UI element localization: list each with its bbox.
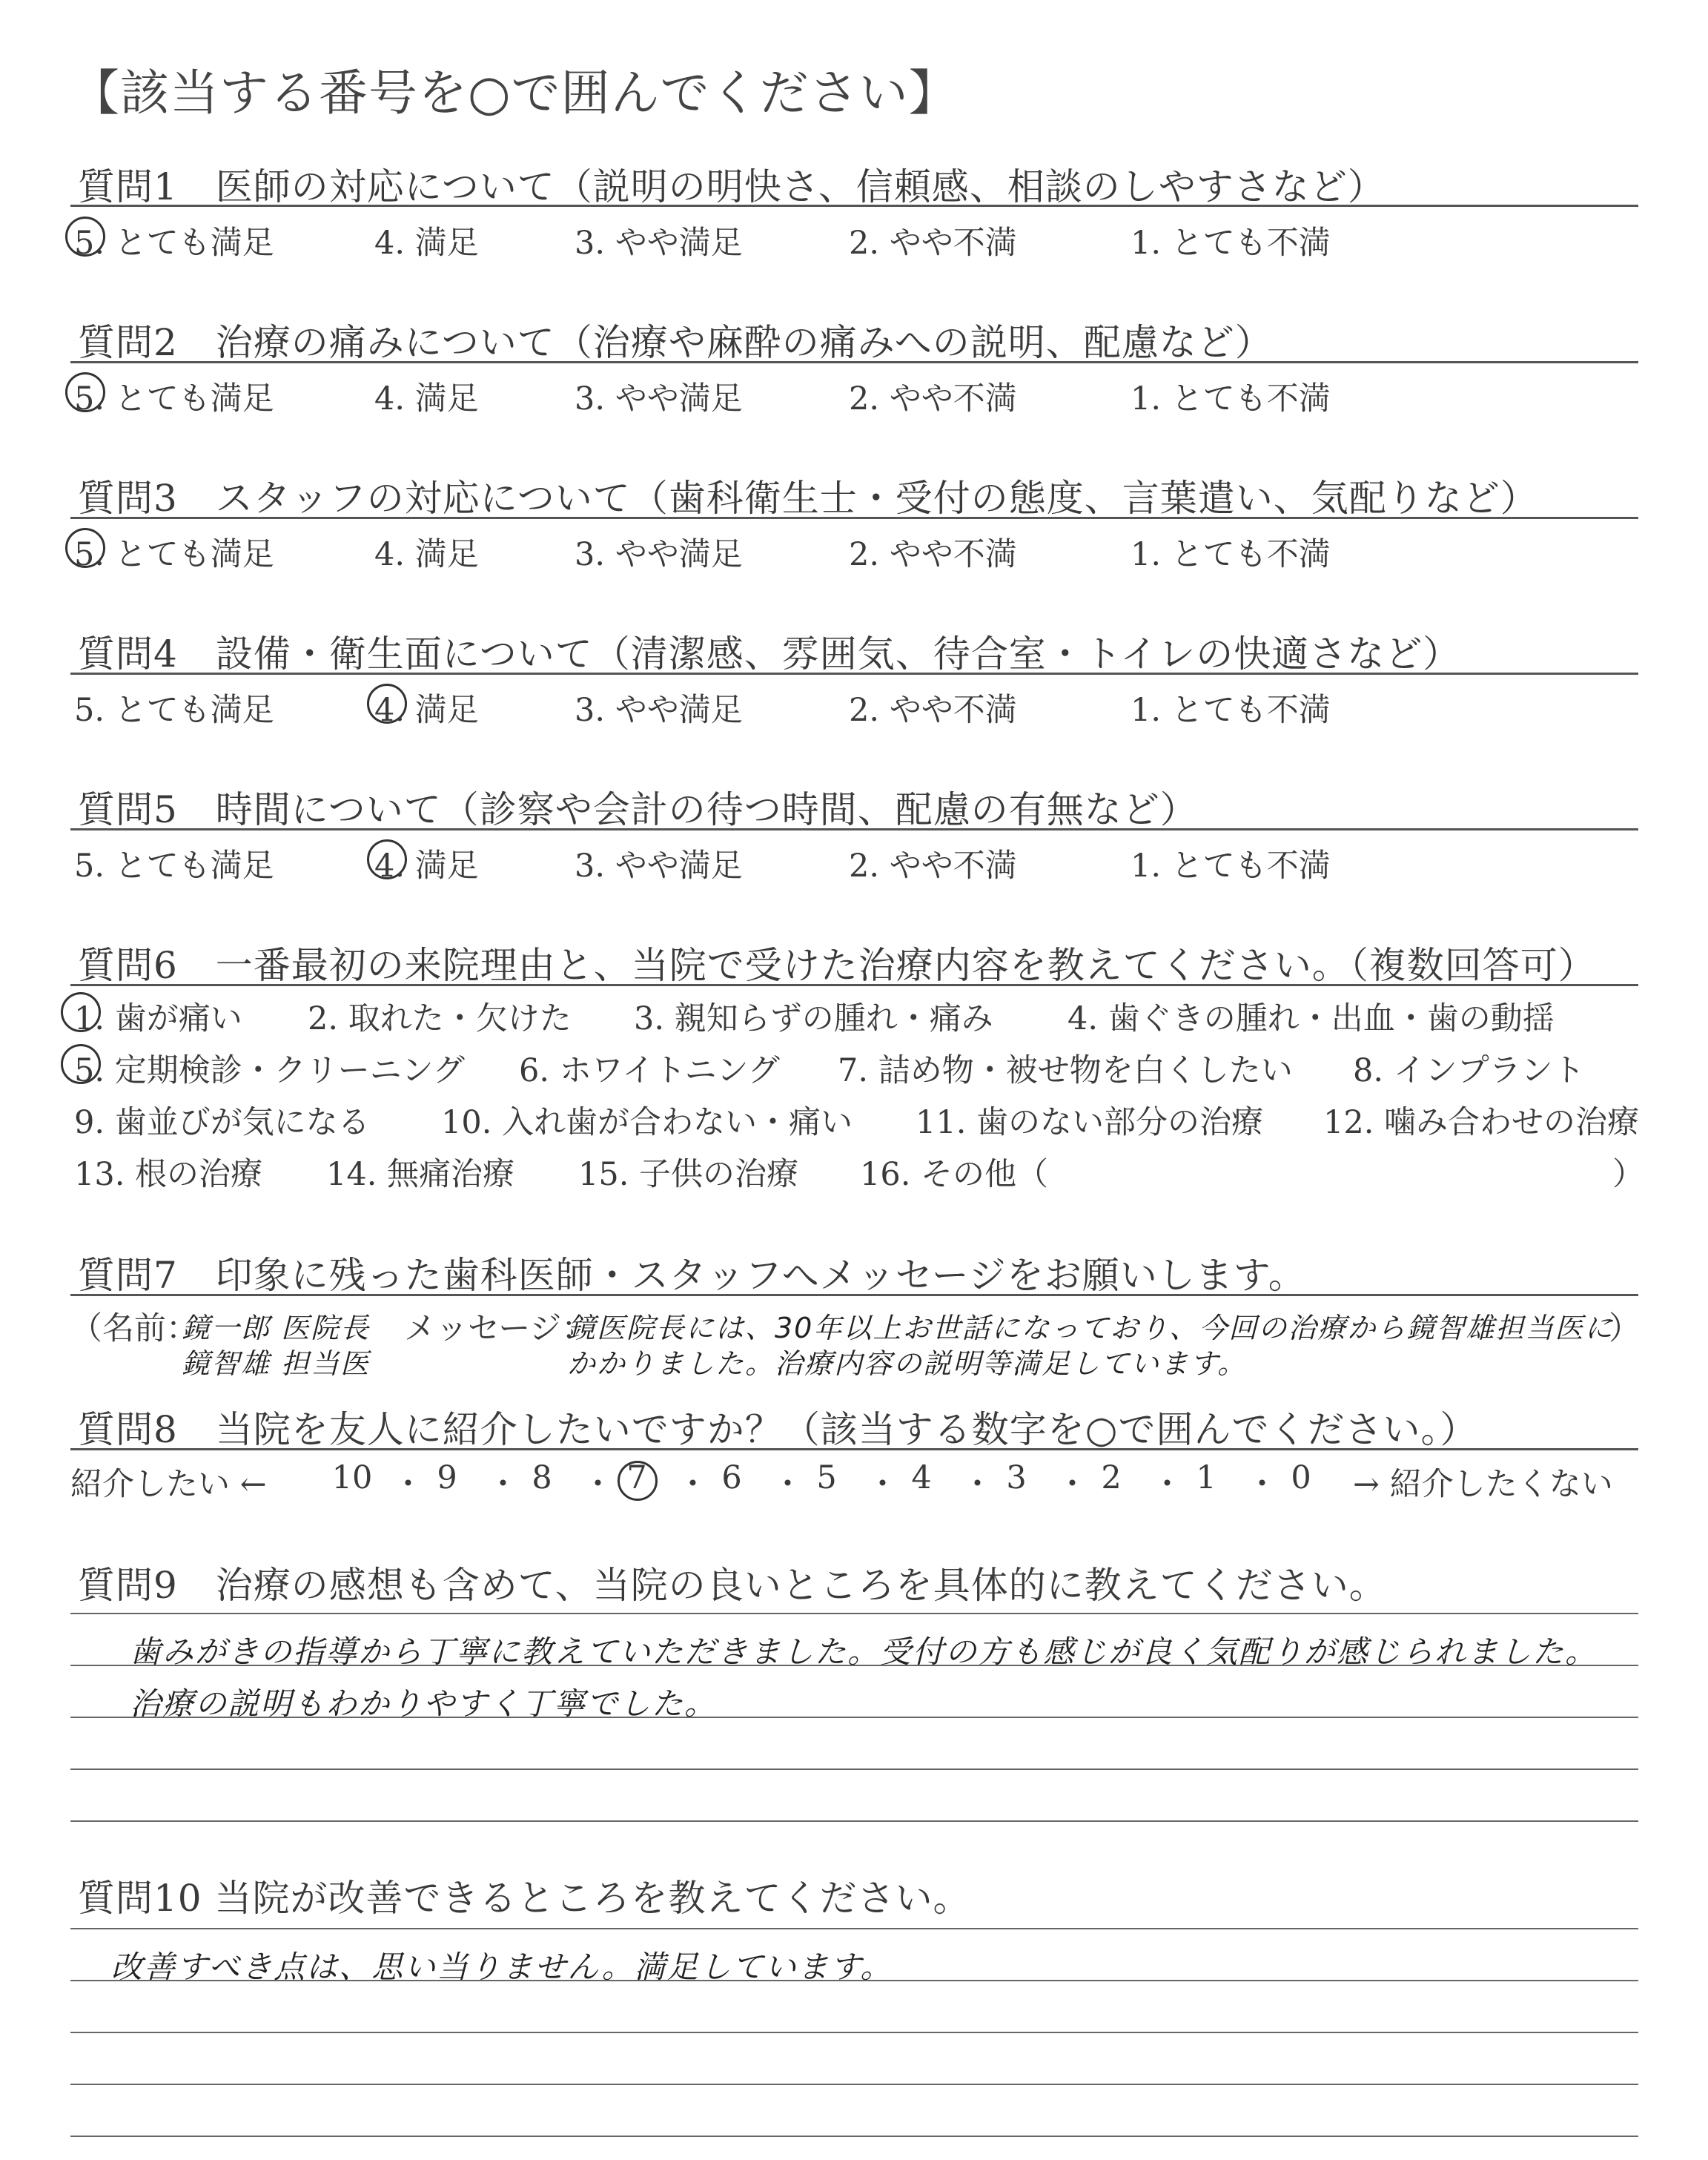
q7-rule — [70, 1294, 1638, 1296]
q8-number-1[interactable]: 1 — [1196, 1459, 1217, 1496]
q6-option-14[interactable]: 14. 無痛治療 — [326, 1156, 515, 1193]
q8-number-3[interactable]: 3 — [1006, 1459, 1027, 1496]
q6-option-7[interactable]: 7. 詰め物・被せ物を白くしたい — [838, 1052, 1293, 1089]
q3-rule — [70, 517, 1638, 519]
q10-answer-line1[interactable]: 改善すべき点は、思い当りません。満足しています。 — [111, 1949, 893, 1985]
q8-separator-dot: ・ — [1246, 1466, 1278, 1503]
q8-separator-dot: ・ — [582, 1466, 614, 1503]
q8-number-0[interactable]: 0 — [1291, 1459, 1311, 1496]
q3-option-1[interactable]: 1. とても不満 — [1131, 536, 1331, 573]
q6-option-2[interactable]: 2. 取れた・欠けた — [308, 1000, 572, 1037]
q7-name-line1[interactable]: 鏡一郎 医院長 — [182, 1312, 371, 1344]
q6-option-5[interactable]: 5. 定期検診・クリーニング — [74, 1052, 465, 1089]
q6-option-12[interactable]: 12. 噛み合わせの治療 — [1323, 1104, 1640, 1141]
q10-line-4 — [70, 2084, 1638, 2085]
q4-title: 質問4 設備・衛生面について（清潔感、雰囲気、待合室・トイレの快適さなど） — [78, 633, 1461, 676]
q7-message-line1[interactable]: 鏡医院長には、30年以上お世話になっており、今回の治療から鏡智雄担当医に — [567, 1312, 1615, 1344]
q6-option-1[interactable]: 1. 歯が痛い — [74, 1000, 242, 1037]
q8-separator-dot: ・ — [677, 1466, 709, 1503]
q3-option-3[interactable]: 3. やや満足 — [575, 536, 743, 573]
q7-message-label: メッセージ： — [404, 1310, 594, 1347]
q8-number-10[interactable]: 10 — [331, 1459, 373, 1496]
q5-option-4[interactable]: 4. 満足 — [374, 848, 479, 885]
q9-title: 質問9 治療の感想も含めて、当院の良いところを具体的に教えてください。 — [78, 1564, 1387, 1607]
q5-option-1[interactable]: 1. とても不満 — [1131, 848, 1331, 885]
q8-number-2[interactable]: 2 — [1101, 1459, 1122, 1496]
q7-message-line2[interactable]: かかりました。治療内容の説明等満足しています。 — [567, 1347, 1247, 1380]
q6-option-16[interactable]: 16. その他（ — [860, 1156, 1049, 1193]
q8-selected-circle[interactable] — [618, 1461, 658, 1501]
q1-title: 質問1 医師の対応について（説明の明快さ、信頼感、相談のしやすさなど） — [78, 165, 1386, 208]
q1-option-1[interactable]: 1. とても不満 — [1131, 225, 1331, 262]
q2-option-4[interactable]: 4. 満足 — [374, 380, 479, 417]
q8-number-4[interactable]: 4 — [911, 1459, 932, 1496]
q8-number-7[interactable]: 7 — [626, 1459, 647, 1496]
q8-number-6[interactable]: 6 — [721, 1459, 742, 1496]
q8-separator-dot: ・ — [392, 1466, 424, 1503]
q10-line-5 — [70, 2136, 1638, 2137]
q5-rule — [70, 828, 1638, 830]
q2-option-2[interactable]: 2. やや不満 — [849, 380, 1017, 417]
q1-option-4[interactable]: 4. 満足 — [374, 225, 479, 262]
q6-option-13[interactable]: 13. 根の治療 — [74, 1156, 263, 1193]
q2-option-5[interactable]: 5. とても満足 — [74, 380, 274, 417]
q8-separator-dot: ・ — [1151, 1466, 1183, 1503]
form-header: 【該当する番号を○で囲んでください】 — [70, 65, 959, 122]
q2-option-3[interactable]: 3. やや満足 — [575, 380, 743, 417]
q4-option-1[interactable]: 1. とても不満 — [1131, 692, 1331, 729]
q6-option-6[interactable]: 6. ホワイトニング — [519, 1052, 780, 1089]
q8-title: 質問8 当院を友人に紹介したいですか？（該当する数字を○で囲んでください。） — [78, 1408, 1478, 1451]
q3-title: 質問3 スタッフの対応について（歯科衛生士・受付の態度、言葉遣い、気配りなど） — [78, 477, 1538, 520]
q8-separator-dot: ・ — [487, 1466, 519, 1503]
q8-separator-dot: ・ — [772, 1466, 804, 1503]
q1-option-2[interactable]: 2. やや不満 — [849, 225, 1017, 262]
q8-left-label: 紹介したい ← — [70, 1466, 267, 1503]
q7-title: 質問7 印象に残った歯科医師・スタッフへメッセージをお願いします。 — [78, 1254, 1306, 1297]
q2-rule — [70, 361, 1638, 363]
q10-line-2 — [70, 1980, 1638, 1981]
q6-other-close-paren: ） — [1612, 1156, 1644, 1193]
q8-right-label: → 紹介したくない — [1353, 1466, 1613, 1503]
q9-line-1 — [70, 1613, 1638, 1614]
q8-number-5[interactable]: 5 — [816, 1459, 837, 1496]
q8-rule — [70, 1448, 1638, 1450]
q5-option-5[interactable]: 5. とても満足 — [74, 848, 274, 885]
q5-option-2[interactable]: 2. やや不満 — [849, 848, 1017, 885]
q8-separator-dot: ・ — [961, 1466, 993, 1503]
q2-option-1[interactable]: 1. とても不満 — [1131, 380, 1331, 417]
q10-line-1 — [70, 1928, 1638, 1929]
q5-title: 質問5 時間について（診察や会計の待つ時間、配慮の有無など） — [78, 788, 1198, 831]
q6-option-3[interactable]: 3. 親知らずの腫れ・痛み — [634, 1000, 993, 1037]
q9-line-5 — [70, 1820, 1638, 1822]
q3-option-2[interactable]: 2. やや不満 — [849, 536, 1017, 573]
q6-option-4[interactable]: 4. 歯ぐきの腫れ・出血・歯の動揺 — [1068, 1000, 1555, 1037]
q9-answer-line2[interactable]: 治療の説明もわかりやすく丁寧でした。 — [130, 1685, 718, 1722]
q8-number-8[interactable]: 8 — [532, 1459, 552, 1496]
q1-rule — [70, 205, 1638, 207]
q6-rule — [70, 984, 1638, 986]
q6-option-15[interactable]: 15. 子供の治療 — [578, 1156, 799, 1193]
q6-option-8[interactable]: 8. インプラント — [1353, 1052, 1585, 1089]
q9-line-2 — [70, 1665, 1638, 1666]
q8-separator-dot: ・ — [1056, 1466, 1088, 1503]
q6-title: 質問6 一番最初の来院理由と、当院で受けた治療内容を教えてください。（複数回答可） — [78, 944, 1596, 987]
q8-separator-dot: ・ — [867, 1466, 898, 1503]
q9-answer-line1[interactable]: 歯みがきの指導から丁寧に教えていただきました。受付の方も感じが良く気配りが感じられました。 — [130, 1634, 1598, 1670]
q1-option-5[interactable]: 5. とても満足 — [74, 225, 274, 262]
q8-number-9[interactable]: 9 — [437, 1459, 457, 1496]
q3-option-5[interactable]: 5. とても満足 — [74, 536, 274, 573]
q9-line-4 — [70, 1768, 1638, 1770]
q7-name-line2[interactable]: 鏡智雄 担当医 — [182, 1347, 371, 1380]
q10-line-3 — [70, 2032, 1638, 2033]
q5-option-3[interactable]: 3. やや満足 — [575, 848, 743, 885]
q6-option-9[interactable]: 9. 歯並びが気になる — [74, 1104, 370, 1141]
q4-option-2[interactable]: 2. やや不満 — [849, 692, 1017, 729]
q10-title: 質問10 当院が改善できるところを教えてください。 — [78, 1877, 971, 1920]
q7-close-paren: ） — [1609, 1310, 1641, 1347]
q1-option-3[interactable]: 3. やや満足 — [575, 225, 743, 262]
q7-name-label: （名前： — [70, 1310, 198, 1347]
q6-option-11[interactable]: 11. 歯のない部分の治療 — [916, 1104, 1264, 1141]
q2-title: 質問2 治療の痛みについて（治療や麻酔の痛みへの説明、配慮など） — [78, 321, 1273, 364]
q4-option-4[interactable]: 4. 満足 — [374, 692, 479, 729]
q6-option-10[interactable]: 10. 入れ歯が合わない・痛い — [441, 1104, 853, 1141]
q4-rule — [70, 673, 1638, 675]
q3-option-4[interactable]: 4. 満足 — [374, 536, 479, 573]
q4-option-5[interactable]: 5. とても満足 — [74, 692, 274, 729]
q9-line-3 — [70, 1717, 1638, 1718]
q4-option-3[interactable]: 3. やや満足 — [575, 692, 743, 729]
